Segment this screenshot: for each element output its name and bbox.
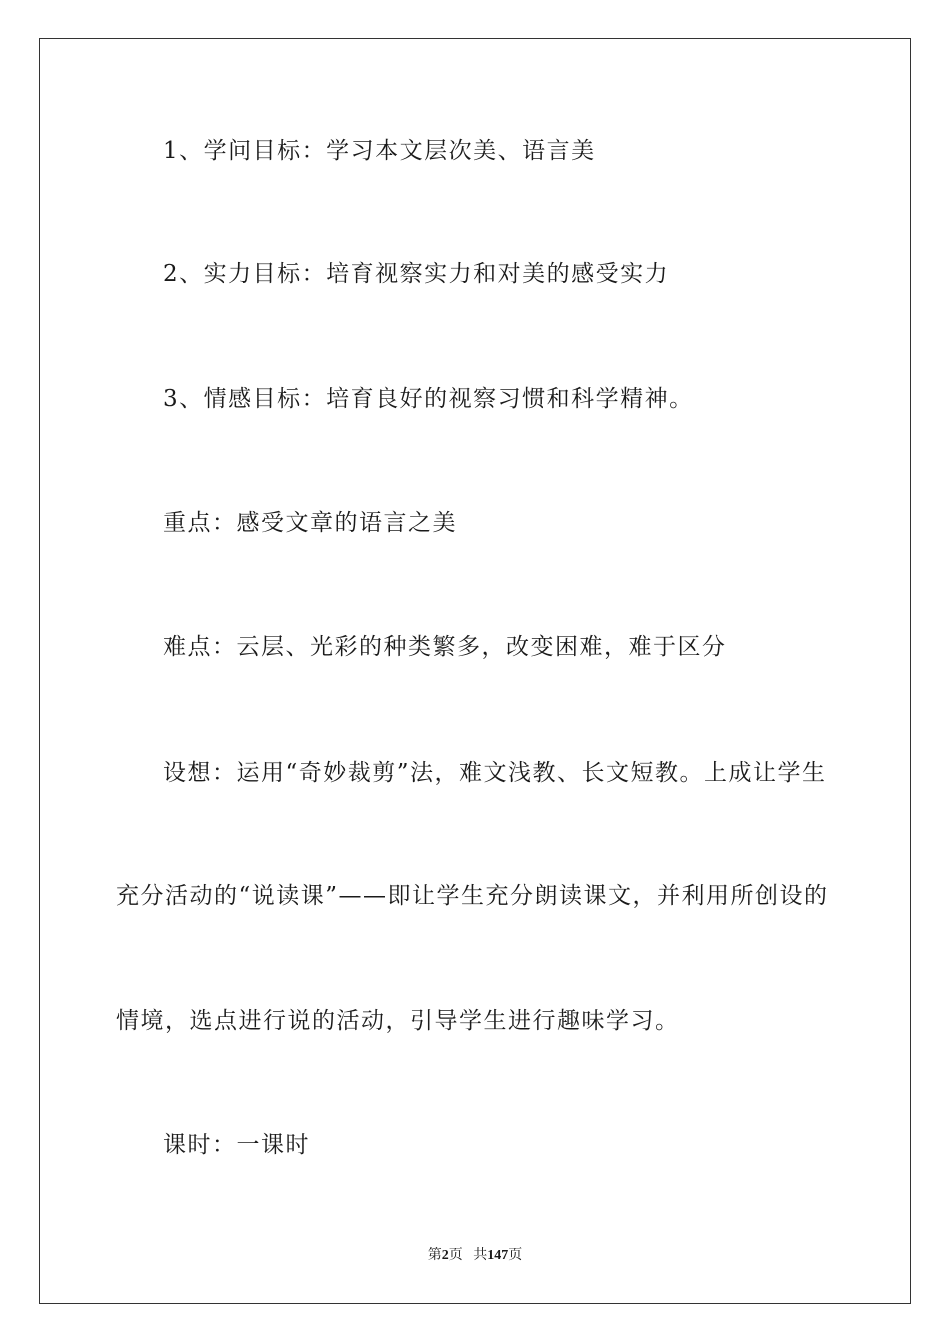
footer-total-prefix: 共 [473,1248,488,1263]
paragraph-ability-goal: 2、实力目标：培育视察实力和对美的感受实力 [163,261,670,287]
paragraph-difficulty: 难点：云层、光彩的种类繁多，改变困难，难于区分 [163,634,727,660]
paragraph-class-hours: 课时：一课时 [163,1132,310,1158]
paragraph-key-point: 重点：感受文章的语言之美 [163,510,457,536]
page-border [39,38,911,1304]
paragraph-design-line-2: 充分活动的“说读课”——即让学生充分朗读课文，并利用所创设的 [116,883,829,909]
footer-total-pages: 147 [487,1248,509,1263]
footer-page-number: 2 [441,1248,449,1263]
paragraph-design-line-3: 情境，选点进行说的活动，引导学生进行趣味学习。 [116,1008,680,1034]
paragraph-knowledge-goal: 1、学问目标：学习本文层次美、语言美 [163,138,596,164]
footer-page-prefix: 第 [427,1248,442,1263]
footer-page-suffix: 页 [448,1248,463,1263]
paragraph-emotion-goal: 3、情感目标：培育良好的视察习惯和科学精神。 [163,386,694,412]
footer-total-suffix: 页 [508,1248,523,1263]
page-footer [0,1246,950,1266]
paragraph-design-line-1: 设想：运用“奇妙裁剪”法，难文浅教、长文短教。上成让学生 [163,760,827,786]
